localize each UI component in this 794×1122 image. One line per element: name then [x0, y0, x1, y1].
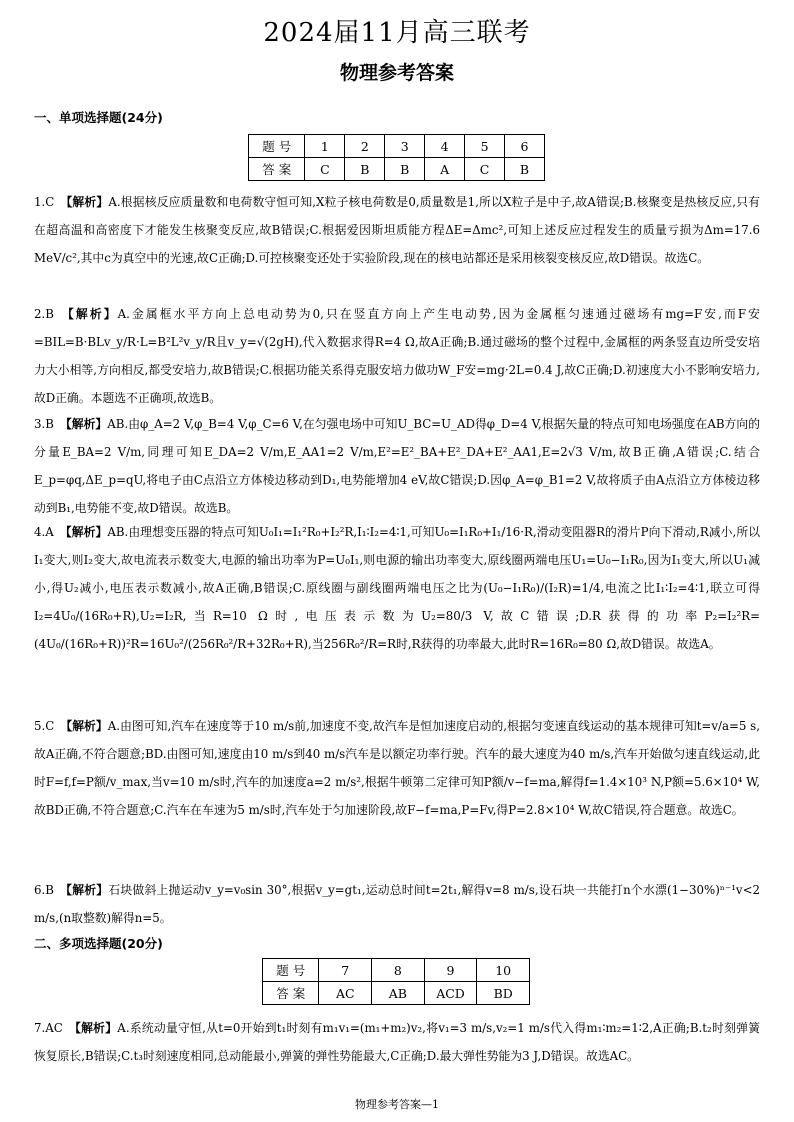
analysis-tag: 【解析】	[59, 525, 108, 539]
row-label: 题 号	[263, 959, 319, 982]
table-row	[263, 982, 530, 1005]
table-cell: AC	[319, 982, 372, 1005]
question-number: 7.AC	[34, 1021, 63, 1035]
table-cell: 1	[305, 135, 345, 158]
table-row	[249, 135, 545, 158]
analysis-tag: 【解析】	[60, 195, 109, 209]
question-number: 4.A	[34, 525, 54, 539]
explanation-text: A.系统动量守恒,从t=0开始到t₁时刻有m₁v₁=(m₁+m₂)v₂,将v₁=3 m/s,v₂=1 m/s代入得m₁∶m₂=1∶2,A正确;B.t₂时刻弹簧恢复原长,B错误;C.t₃时刻速度相同,总动能最小,弹簧的弹性势能最大,C正确;D.最大弹性势能为3 J,D错误。故选AC。	[34, 1021, 760, 1063]
page-title: 2024届11月高三联考	[263, 18, 531, 48]
question-number: 6.B	[34, 883, 54, 897]
table-cell: 9	[424, 959, 477, 982]
table-cell: 7	[319, 959, 372, 982]
table-cell: ACD	[424, 982, 477, 1005]
analysis-tag: 【解析】	[59, 417, 108, 431]
table-cell: 3	[385, 135, 425, 158]
table-cell: B	[385, 158, 425, 181]
table-cell: B	[505, 158, 545, 181]
multiple-choice-answer-table	[262, 958, 530, 1005]
table-cell: 2	[345, 135, 385, 158]
explanation-text: AB.由φ_A=2 V,φ_B=4 V,φ_C=6 V,在匀强电场中可知U_BC=U_AD得φ_D=4 V,根据矢量的特点可知电场强度在AB方向的分量E_BA=2 V/m,同理可知E_DA=2 V/m,E_AA1=2 V/m,E²=E²_BA+E²_DA+E²_AA1,E=2√3 V/m,故B正确,A错误;C.结合E_p=φq,ΔE_p=qU,将电子由C点沿立方体棱边移动到D₁,电势能增加4 eV,故C错误;D.因φ_A=φ_B1=2 V,故将质子由A点沿立方体棱边移动到B₁,电势能不变,故D错误。故选B。	[34, 417, 760, 515]
page-subtitle: 物理参考答案	[339, 62, 454, 84]
analysis-tag: 【解析】	[59, 883, 109, 897]
table-cell: 10	[477, 959, 530, 982]
question-2-explanation	[34, 300, 760, 412]
table-cell: AB	[372, 982, 425, 1005]
table-cell: 6	[505, 135, 545, 158]
single-choice-answer-table	[248, 134, 545, 181]
question-7-explanation	[34, 1014, 760, 1070]
table-cell: B	[345, 158, 385, 181]
question-number: 3.B	[34, 417, 54, 431]
question-4-explanation	[34, 518, 760, 658]
table-cell: 8	[372, 959, 425, 982]
explanation-text: A.根据核反应质量数和电荷数守恒可知,X粒子核电荷数是0,质量数是1,所以X粒子是中子,故A错误;B.核聚变是热核反应,只有在超高温和高密度下才能发生核聚变反应,故B错误;C.根据爱因斯坦质能方程ΔE=Δmc²,可知上述反应过程发生的质量亏损为Δm=17.6 MeV/c²,其中c为真空中的光速,故C正确;D.可控核聚变还处于实验阶段,现在的核电站都还是采用核裂变核反应,故D错误。故选C。	[34, 195, 760, 265]
question-number: 5.C	[34, 719, 55, 733]
row-label: 答 案	[263, 982, 319, 1005]
question-3-explanation	[34, 410, 760, 522]
question-number: 1.C	[34, 195, 55, 209]
explanation-text: 石块做斜上抛运动v_y=v₀sin 30°,根据v_y=gt₁,运动总时间t=2t₁,解得v=8 m/s,设石块一共能打n个水漂(1−30%)ⁿ⁻¹v<2 m/s,(n取整数)解得n=5。	[34, 883, 760, 925]
table-cell: 4	[425, 135, 465, 158]
page-footer: 物理参考答案—1	[355, 1098, 439, 1111]
table-cell: BD	[477, 982, 530, 1005]
analysis-tag: 【解析】	[60, 719, 108, 733]
explanation-text: A.金属框水平方向上总电动势为0,只在竖直方向上产生电动势,因为金属框匀速通过磁场有mg=F安,而F安=BIL=B·BLv_y/R·L=B²L²v_y/R且v_y=√(2gH),代入数据求得R=4 Ω,故A正确;B.通过磁场的整个过程中,金属框的两条竖直边所受安培力大小相等,方向相反,都受安培力,故B错误;C.根据功能关系得克服安培力做功W_F安=mg·2L=0.4 J,故C正确;D.初速度大小不影响安培力,故D正确。本题选不正确项,故选B。	[34, 307, 760, 405]
question-5-explanation	[34, 712, 760, 824]
row-label: 题 号	[249, 135, 305, 158]
table-cell: C	[465, 158, 505, 181]
question-number: 2.B	[34, 307, 54, 321]
question-1-explanation	[34, 188, 760, 272]
explanation-text: AB.由理想变压器的特点可知U₀I₁=I₁²R₀+I₂²R,I₁∶I₂=4∶1,可知U₀=I₁R₀+I₁/16·R,滑动变阻器R的滑片P向下滑动,R减小,所以I₁变大,则I₂变大,故电流表示数变大,电源的输出功率为P=U₀I₁,则电源的输出功率变大,原线圈两端电压U₁=U₀−I₁R₀,因为I₁变大,所以U₁减小,得U₂减小,电压表示数减小,故A正确,B错误;C.原线圈与副线圈两端电压之比为(U₀−I₁R₀)/(I₂R)=1/4,电流之比I₁∶I₂=4∶1,联立可得I₂=4U₀/(16R₀+R),U₂=I₂R,当R=10 Ω时,电压表示数为U₂=80/3 V,故C错误;D.R获得的功率P₂=I₂²R=(4U₀/(16R₀+R))²R=16U₀²/(256R₀²/R+32R₀+R),当256R₀²/R=R时,R获得的功率最大,此时R=16R₀=80 Ω,故D错误。故选A。	[34, 525, 760, 651]
explanation-text: A.由图可知,汽车在速度等于10 m/s前,加速度不变,故汽车是恒加速度启动的,根据匀变速直线运动的基本规律可知t=v/a=5 s,故A正确,不符合题意;BD.由图可知,速度由10 m/s到40 m/s汽车是以额定功率行驶。汽车的最大速度为40 m/s,汽车开始做匀速直线运动,此时F=f,f=P额/v_max,当v=10 m/s时,汽车的加速度a=2 m/s²,根据牛顿第二定律可知P额/v−f=ma,解得f=1.4×10³ N,P额=5.6×10⁴ W,故BD正确,不符合题意;C.汽车在车速为5 m/s时,汽车处于匀加速阶段,故F−f=ma,P=Fv,得P=2.8×10⁴ W,故C错误,符合题意。故选C。	[34, 719, 760, 817]
table-row	[263, 959, 530, 982]
section-heading-multiple-choice: 二、多项选择题(20分)	[34, 936, 163, 951]
question-6-explanation	[34, 876, 760, 932]
table-row	[249, 158, 545, 181]
row-label: 答 案	[249, 158, 305, 181]
section-heading-single-choice: 一、单项选择题(24分)	[34, 110, 163, 125]
table-cell: 5	[465, 135, 505, 158]
table-cell: C	[305, 158, 345, 181]
analysis-tag: 【解析】	[59, 307, 118, 321]
table-cell: A	[425, 158, 465, 181]
analysis-tag: 【解析】	[68, 1021, 118, 1035]
